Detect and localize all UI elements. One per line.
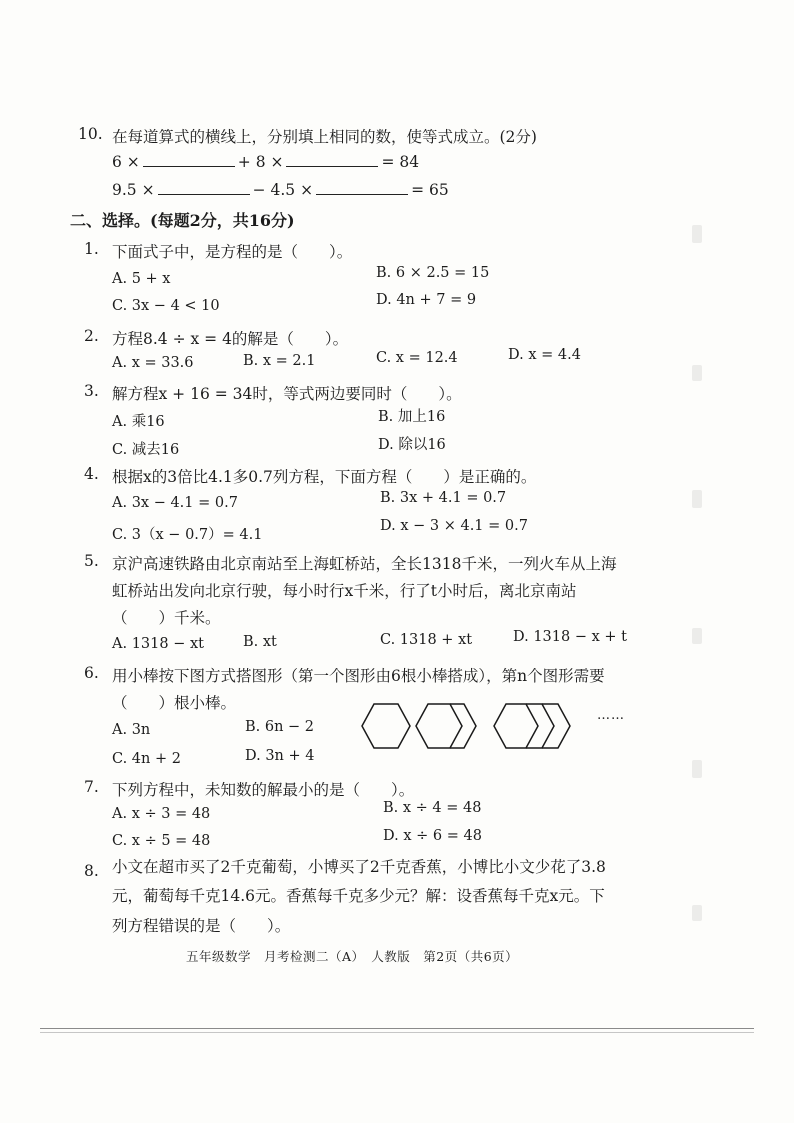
q3-option-a[interactable]: A. 乘16 (112, 414, 165, 430)
q5-stem-line-2: 虹桥站出发向北京行驶，每小时行x千米，行了t小时后，离北京南站 (112, 582, 577, 600)
scan-mark (692, 905, 702, 921)
q6-stem-line-2: （ ）根小棒。 (112, 694, 237, 712)
q2-option-b[interactable]: B. x = 2.1 (243, 353, 316, 369)
q5-stem-line-1: 京沪高速铁路由北京南站至上海虹桥站，全长1318千米，一列火车从上海 (112, 555, 617, 573)
answer-blank[interactable] (316, 182, 408, 195)
q10-equation-1 (112, 153, 419, 171)
q5-number: 5. (84, 552, 99, 570)
q3-option-b[interactable]: B. 加上16 (378, 409, 446, 425)
scan-mark (692, 225, 702, 243)
q2-option-c[interactable]: C. x = 12.4 (376, 350, 458, 366)
q4-option-b[interactable]: B. 3x + 4.1 = 0.7 (380, 490, 507, 506)
q4-option-c[interactable]: C. 3（x − 0.7）= 4.1 (112, 527, 263, 543)
page-edge-line (40, 1028, 754, 1029)
q1-option-c[interactable]: C. 3x − 4 < 10 (112, 298, 220, 314)
q1-stem: 下面式子中，是方程的是（ ）。 (112, 243, 353, 261)
q2-option-a[interactable]: A. x = 33.6 (112, 355, 194, 371)
q4-stem: 根据x的3倍比4.1多0.7列方程，下面方程（ ）是正确的。 (112, 468, 537, 486)
eq2-part-c: = 65 (411, 181, 449, 199)
q5-option-a[interactable]: A. 1318 − xt (112, 636, 204, 652)
q5-stem-line-3: （ ）千米。 (112, 609, 221, 627)
hexagon-figure-2 (416, 704, 476, 748)
eq2-part-a: 9.5 × (112, 181, 155, 199)
q6-option-a[interactable]: A. 3n (112, 722, 151, 738)
q2-option-d[interactable]: D. x = 4.4 (508, 347, 581, 363)
scan-mark (692, 490, 702, 508)
q8-stem-line-2: 元，葡萄每千克14.6元。香蕉每千克多少元？解：设香蕉每千克x元。下 (112, 887, 605, 905)
q6-option-c[interactable]: C. 4n + 2 (112, 751, 181, 767)
hexagon-figure-3 (494, 704, 570, 748)
q1-option-b[interactable]: B. 6 × 2.5 = 15 (376, 265, 490, 281)
q5-option-b[interactable]: B. xt (243, 634, 277, 650)
scan-mark (692, 628, 702, 644)
scan-mark (692, 365, 702, 381)
answer-blank[interactable] (158, 182, 250, 195)
eq1-part-b: + 8 × (237, 153, 284, 171)
answer-blank[interactable] (286, 154, 378, 167)
hexagon-figure-1 (362, 704, 410, 748)
q5-option-d[interactable]: D. 1318 − x + t (513, 629, 627, 645)
q2-number: 2. (84, 327, 99, 345)
stick-hexagon-figure (356, 700, 606, 752)
q6-stem-line-1: 用小棒按下图方式搭图形（第一个图形由6根小棒搭成），第n个图形需要 (112, 667, 605, 685)
q3-stem: 解方程x + 16 = 34时，等式两边要同时（ ）。 (112, 385, 462, 403)
q10-number: 10. (78, 125, 103, 143)
page-footer: 五年级数学 月考检测二（A） 人教版 第2页（共6页） (186, 949, 519, 964)
eq2-part-b: − 4.5 × (252, 181, 314, 199)
q4-option-a[interactable]: A. 3x − 4.1 = 0.7 (112, 495, 238, 511)
answer-blank[interactable] (143, 154, 235, 167)
eq1-part-a: 6 × (112, 153, 140, 171)
q7-number: 7. (84, 778, 99, 796)
eq1-part-c: = 84 (381, 153, 420, 171)
q6-option-d[interactable]: D. 3n + 4 (245, 748, 315, 764)
q7-option-a[interactable]: A. x ÷ 3 = 48 (112, 806, 211, 822)
q8-stem-line-3: 列方程错误的是（ ）。 (112, 917, 291, 935)
section-title: 二、选择。(每题2分，共16分) (70, 211, 295, 230)
q1-option-a[interactable]: A. 5 + x (112, 271, 171, 287)
q3-number: 3. (84, 382, 99, 400)
q7-option-d[interactable]: D. x ÷ 6 = 48 (383, 828, 482, 844)
q7-option-b[interactable]: B. x ÷ 4 = 48 (383, 800, 482, 816)
q10-text: 在每道算式的横线上，分别填上相同的数，使等式成立。(2分) (112, 128, 537, 146)
q5-option-c[interactable]: C. 1318 + xt (380, 632, 473, 648)
q4-number: 4. (84, 465, 99, 483)
q6-number: 6. (84, 664, 99, 682)
q3-option-c[interactable]: C. 减去16 (112, 442, 180, 458)
page-edge-line-shadow (40, 1032, 754, 1033)
q10-equation-2 (112, 181, 449, 199)
q7-stem: 下列方程中，未知数的解最小的是（ ）。 (112, 781, 415, 799)
q1-option-d[interactable]: D. 4n + 7 = 9 (376, 292, 477, 308)
figure-ellipsis: …… (597, 708, 625, 723)
q4-option-d[interactable]: D. x − 3 × 4.1 = 0.7 (380, 518, 528, 534)
q8-stem-line-1: 小文在超市买了2千克葡萄，小博买了2千克香蕉，小博比小文少花了3.8 (112, 858, 606, 876)
q8-number: 8. (84, 862, 99, 880)
q6-option-b[interactable]: B. 6n − 2 (245, 719, 315, 735)
scan-mark (692, 760, 702, 778)
q2-stem: 方程8.4 ÷ x = 4的解是（ ）。 (112, 330, 349, 348)
q3-option-d[interactable]: D. 除以16 (378, 437, 446, 453)
q1-number: 1. (84, 240, 99, 258)
q7-option-c[interactable]: C. x ÷ 5 = 48 (112, 833, 211, 849)
